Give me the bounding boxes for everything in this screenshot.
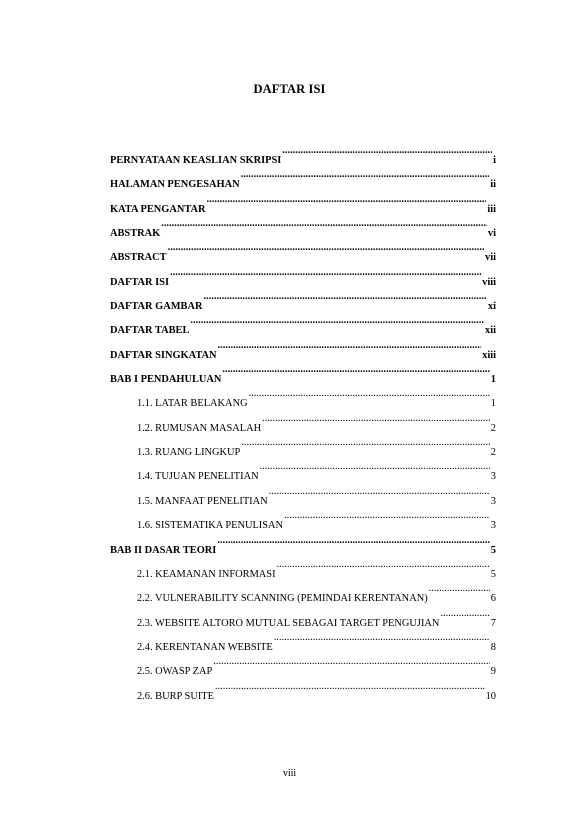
- toc-entry-page-number: vi: [487, 228, 496, 240]
- toc-entry-page-number: 3: [490, 520, 496, 532]
- toc-entry-page-number: xiii: [482, 349, 496, 361]
- toc-dot-leader: [161, 212, 487, 236]
- toc-entry-page-number: 5: [490, 568, 496, 580]
- toc-dot-leader: [190, 309, 484, 333]
- toc-dot-leader: [284, 504, 490, 528]
- toc-entry-page-number: 3: [490, 495, 496, 507]
- toc-dot-leader: [429, 577, 490, 601]
- toc-entry-page-number: 9: [490, 666, 496, 678]
- toc-entry-page-number: 2: [490, 447, 496, 459]
- toc-entry-page-number: 8: [490, 641, 496, 653]
- toc-entry-page-number: 2: [490, 422, 496, 434]
- toc-entry-label: BAB II DASAR TEORI: [110, 544, 217, 556]
- toc-dot-leader: [213, 650, 490, 674]
- table-of-contents: [110, 139, 496, 702]
- toc-entry-label: DAFTAR SINGKATAN: [110, 349, 217, 361]
- toc-entry-label: 1.3. RUANG LINGKUP: [137, 447, 241, 459]
- toc-dot-leader: [222, 358, 489, 382]
- toc-entry-label: 2.6. BURP SUITE: [137, 690, 214, 702]
- toc-entry: [110, 212, 496, 240]
- toc-entry-page-number: 5: [490, 544, 496, 556]
- toc-entry-label: 2.3. WEBSITE ALTORO MUTUAL SEBAGAI TARGET PENGUJIAN: [137, 617, 440, 629]
- page-number-footer: viii: [282, 768, 297, 779]
- toc-dot-leader: [207, 188, 487, 212]
- toc-entry-page-number: ii: [490, 179, 496, 191]
- toc-dot-leader: [217, 529, 489, 553]
- toc-entry-label: ABSTRACT: [110, 252, 167, 264]
- toc-dot-leader: [262, 407, 490, 431]
- toc-entry-page-number: i: [493, 155, 496, 166]
- toc-entry-page-number: 1: [490, 398, 496, 410]
- toc-entry-label: 1.5. MANFAAT PENELITIAN: [137, 495, 268, 507]
- toc-dot-leader: [168, 236, 484, 260]
- toc-entry-label: ABSTRAK: [110, 228, 161, 240]
- toc-entry-label: 1.4. TUJUAN PENELITIAN: [137, 471, 259, 483]
- toc-entry-page-number: 10: [485, 690, 496, 702]
- toc-entry-label: KATA PENGANTAR: [110, 203, 206, 215]
- toc-entry-page-number: viii: [482, 276, 496, 288]
- toc-entry: [110, 139, 496, 166]
- toc-entry-page-number: 1: [490, 374, 496, 386]
- toc-entry: [110, 236, 496, 264]
- toc-entry-label: HALAMAN PENGESAHAN: [110, 179, 240, 191]
- toc-dot-leader: [277, 553, 490, 577]
- page-title: DAFTAR ISI: [253, 82, 326, 96]
- toc-entry-label: PERNYATAAN KEASLIAN SKRIPSI: [110, 155, 282, 166]
- toc-entry-label: 1.2. RUMUSAN MASALAH: [137, 422, 262, 434]
- toc-entry-label: DAFTAR ISI: [110, 276, 169, 288]
- toc-entry-label: DAFTAR GAMBAR: [110, 301, 203, 313]
- toc-dot-leader: [170, 261, 481, 285]
- toc-dot-leader: [260, 455, 490, 479]
- toc-entry-page-number: vii: [485, 252, 496, 264]
- toc-entry-page-number: iii: [487, 203, 496, 215]
- toc-entry-label: 1.6. SISTEMATIKA PENULISAN: [137, 520, 284, 532]
- toc-dot-leader: [440, 602, 489, 626]
- toc-entry: [110, 261, 496, 288]
- toc-dot-leader: [215, 675, 485, 699]
- toc-dot-leader: [241, 431, 489, 455]
- toc-entry-page-number: xi: [487, 301, 496, 313]
- toc-entry-page-number: 7: [490, 617, 496, 629]
- toc-entry-label: 2.5. OWASP ZAP: [137, 666, 213, 678]
- toc-entry-label: DAFTAR TABEL: [110, 325, 190, 337]
- toc-entry-page-number: xii: [485, 325, 496, 337]
- toc-entry-label: 2.2. VULNERABILITY SCANNING (PEMINDAI KERENTANAN): [137, 593, 428, 605]
- toc-entry-page-number: 3: [490, 471, 496, 483]
- toc-dot-leader: [241, 163, 490, 187]
- toc-entry-label: 2.4. KERENTANAN WEBSITE: [137, 641, 273, 653]
- toc-entry-label: 1.1. LATAR BELAKANG: [137, 398, 248, 410]
- toc-dot-leader: [203, 285, 486, 309]
- toc-dot-leader: [269, 480, 490, 504]
- toc-entry-label: BAB I PENDAHULUAN: [110, 374, 222, 386]
- toc-dot-leader: [249, 382, 490, 406]
- toc-dot-leader: [274, 626, 490, 650]
- toc-entry-label: 2.1. KEAMANAN INFORMASI: [137, 568, 276, 580]
- toc-entry-page-number: 6: [490, 593, 496, 605]
- toc-dot-leader: [218, 334, 482, 358]
- toc-dot-leader: [282, 139, 492, 163]
